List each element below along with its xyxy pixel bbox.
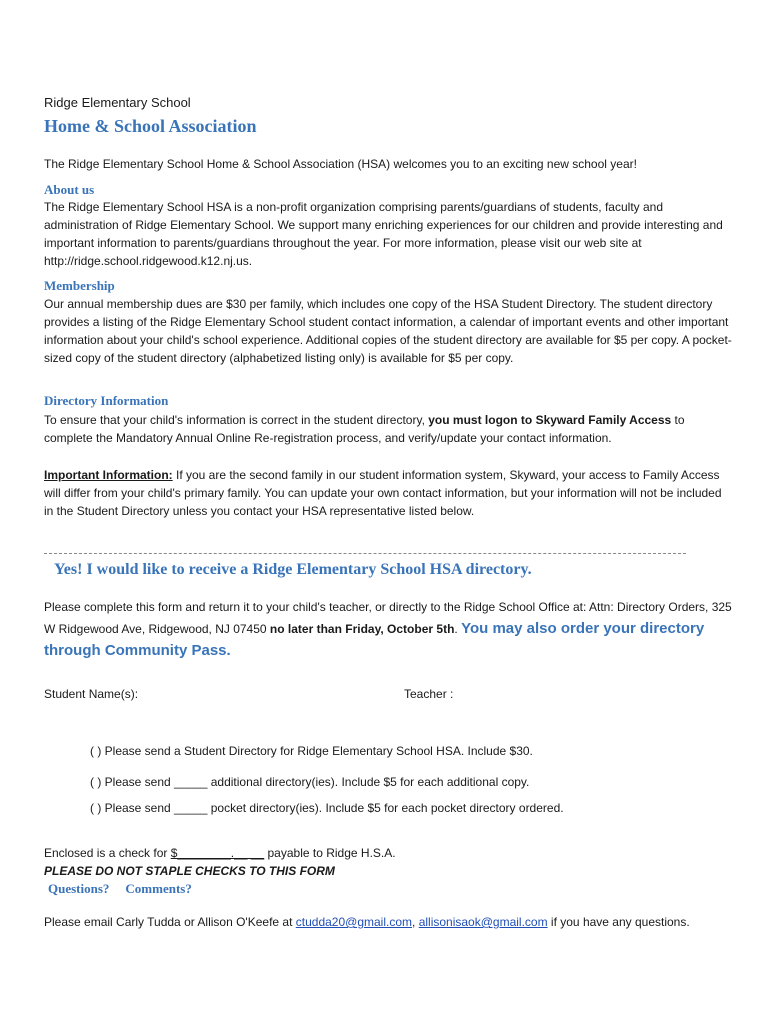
enclosed-text: Enclosed is a check for [44, 846, 171, 860]
email-separator: , [412, 915, 419, 929]
comments-label: Comments? [125, 881, 192, 896]
directory-text-before: To ensure that your child's information is correct in the student directory, [44, 413, 429, 427]
contact-line [44, 913, 734, 931]
directory-text [44, 411, 734, 447]
about-text: The Ridge Elementary School HSA is a non-profit organization comprising parents/guardians of students, faculty and administration of Ridge Elementary School. We support many enriching experiences for our children and provide interesting and important information to parents/guardians throughout the year. For more information, please visit our web site at http://ridge.school.ridgewood.k12.nj.us. [44, 200, 723, 268]
about-heading: About us [44, 182, 95, 197]
questions-label: Questions? [48, 881, 110, 896]
email-link-carly[interactable]: ctudda20@gmail.com [295, 915, 413, 929]
form-instructions [44, 596, 734, 662]
questions-comments [48, 880, 738, 898]
community-pass-note: You may also order your directory through Community Pass. [44, 620, 705, 659]
contact-text: Please email Carly Tudda or Allison O'Keefe at [44, 915, 296, 929]
important-label: Important Information: [44, 468, 173, 482]
student-name-label: Student Name(s): [44, 687, 139, 701]
directory-heading: Directory Information [44, 393, 169, 408]
check-amount-blank[interactable]: $________.__ __ [170, 846, 265, 860]
teacher-label: Teacher : [404, 687, 454, 701]
option-additional-directories[interactable]: ( ) Please send _____ additional directory(ies). Include $5 for each additional copy. [90, 775, 530, 789]
welcome-text: The Ridge Elementary School Home & School Association (HSA) welcomes you to an exciting new school year! [44, 157, 637, 171]
email-link-allison[interactable]: allisonisaok@gmail.com [418, 915, 548, 929]
membership-heading: Membership [44, 278, 115, 293]
option-student-directory[interactable]: ( ) Please send a Student Directory for Ridge Elementary School HSA. Include $30. [90, 744, 533, 758]
payable-text: payable to Ridge H.S.A. [264, 846, 396, 860]
deadline: no later than Friday, October 5th [269, 622, 455, 636]
cut-line-divider [44, 553, 686, 554]
page-title: Home & School Association [44, 116, 257, 136]
enclosed-check-line [44, 844, 734, 862]
contact-text-after: if you have any questions. [547, 915, 690, 929]
form-title: Yes! I would like to receive a Ridge Elementary School HSA directory. [54, 561, 532, 578]
instructions-period: . [454, 622, 462, 636]
staple-warning: PLEASE DO NOT STAPLE CHECKS TO THIS FORM [44, 864, 335, 878]
instructions-text: Please complete this form and return it to your child's teacher, or directly to the Ridge School Office at: Attn: Directory Orders, 325 W Ridgewood Ave, Ridgewood, NJ 07450 [44, 600, 732, 636]
school-name: Ridge Elementary School [44, 95, 191, 110]
skyward-instruction: you must logon to Skyward Family Access [428, 413, 672, 427]
option-pocket-directories[interactable]: ( ) Please send _____ pocket directory(ies). Include $5 for each pocket directory ordered. [90, 801, 564, 815]
important-text: If you are the second family in our student information system, Skyward, your access to Family Access will differ from your child's primary family. You can update your own contact information, but your information will not be included in the Student Directory unless you contact your HSA representative listed below. [44, 468, 722, 518]
membership-text: Our annual membership dues are $30 per family, which includes one copy of the HSA Student Directory. The student directory provides a listing of the Ridge Elementary School student contact information, a calendar of important events and other important information about your child's school experience. Additional copies of the student directory are available for $5 per copy. A pocket-sized copy of the student directory (alphabetized listing only) is available for $5 per copy. [44, 297, 732, 365]
directory-text-after: to complete the Mandatory Annual Online Re-registration process, and verify/update your contact information. [44, 413, 685, 445]
important-info [44, 466, 734, 520]
